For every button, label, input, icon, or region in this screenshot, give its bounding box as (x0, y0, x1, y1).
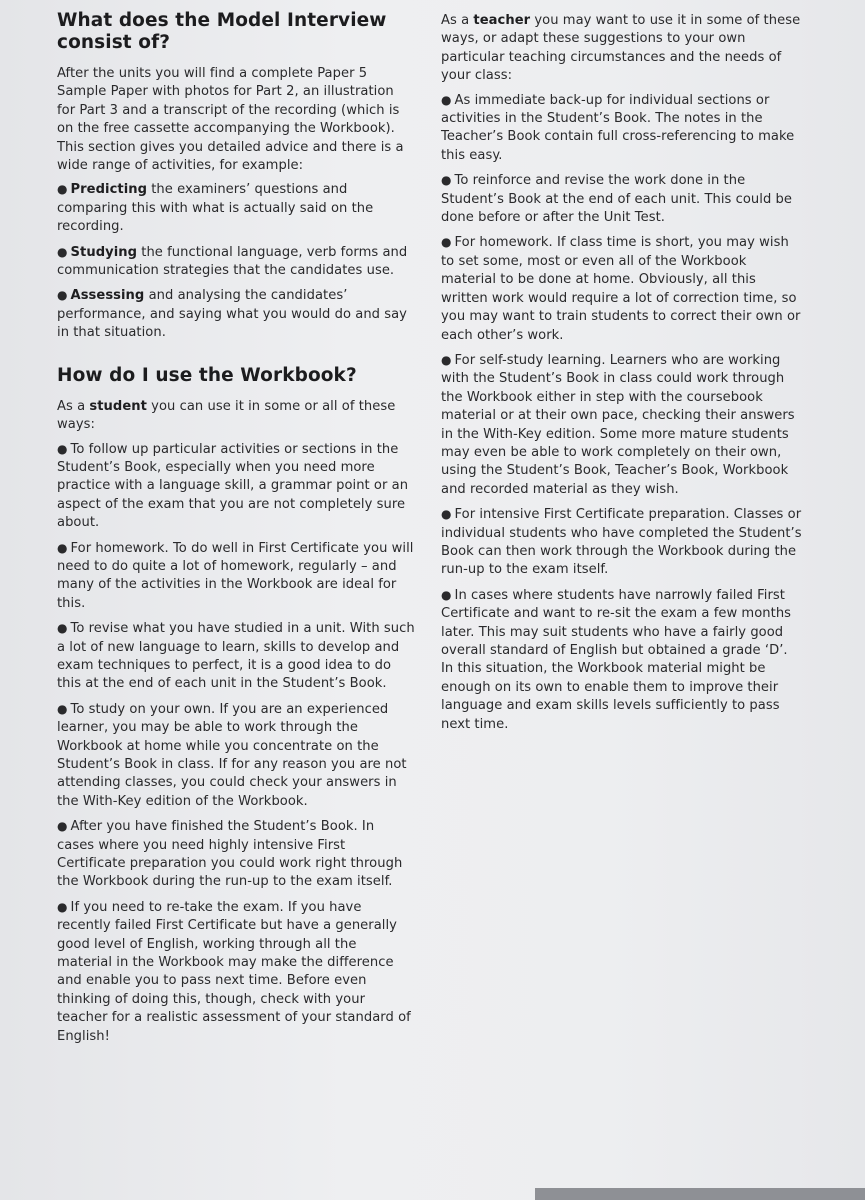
bullet-icon: ● (441, 235, 452, 250)
teacher-uses-list (441, 91, 803, 734)
activity-item (57, 180, 415, 236)
activity-text: the examiners’ questions and comparing this with what is actually said on the recording. (57, 182, 374, 235)
teacher-use-text: To reinforce and revise the work done in the Student’s Book at the end of each unit. This could be done before or after the Unit Test. (441, 173, 793, 226)
student-intro (57, 398, 415, 435)
footer-bar (535, 1188, 865, 1200)
activity-item (57, 286, 415, 342)
bullet-icon: ● (441, 507, 452, 522)
bullet-icon: ● (441, 92, 452, 107)
teacher-intro (441, 12, 803, 86)
right-column (441, 12, 803, 740)
bullet-icon: ● (57, 182, 68, 197)
teacher-intro-post: you may want to use it in some of these ways, or adapt these suggestions to your own particular teaching circumstances and the needs of your class: (441, 13, 801, 84)
teacher-keyword: teacher (473, 13, 531, 28)
bullet-icon: ● (57, 288, 68, 303)
heading-use-workbook: How do I use the Workbook? (57, 364, 357, 386)
teacher-use-item (441, 505, 803, 580)
teacher-intro-pre: As a (441, 13, 474, 28)
activities-list (57, 180, 415, 342)
student-intro-pre: As a (57, 398, 90, 414)
student-use-text: After you have finished the Student’s Book. In cases where you need highly intensive First Certificate preparation you could work right through the Workbook during the run-up to the exam itself. (57, 819, 403, 890)
teacher-use-text: In cases where students have narrowly failed First Certificate and want to re-sit the exam a few months later. This may suit students who have a fairly good overall standard of English but obtained a grade ‘D’. In this situation, the Workbook material might be enough on its own to enable them to improve their language and exam skills levels sufficiently to pass next time. (441, 587, 792, 732)
activity-item (57, 243, 415, 281)
bullet-icon: ● (441, 352, 452, 367)
bullet-icon: ● (441, 587, 452, 602)
student-use-item (57, 700, 415, 811)
student-use-text: If you need to re-take the exam. If you have recently failed First Certificate but have a generally good level of English, working through all the material in the Workbook may make the difference and enable you to pass next time. Before even thinking of doing this, though, check with your teacher for a realistic assessment of your standard of English! (57, 899, 411, 1044)
bullet-icon: ● (57, 819, 68, 834)
left-column (57, 10, 415, 1052)
student-use-text: To study on your own. If you are an experienced learner, you may be able to work through the Workbook at home while you concentrate on the Student’s Book in class. If for any reason you are not attending classes, you could check your answers in the With-Key edition of the Workbook. (57, 701, 407, 809)
student-use-text: For homework. To do well in First Certificate you will need to do quite a lot of homework, regularly – and many of the activities in the Workbook are ideal for this. (57, 540, 414, 611)
activity-keyword: Assessing (70, 288, 145, 304)
teacher-use-item (441, 171, 803, 227)
student-intro-post: you can use it in some or all of these ways: (57, 398, 396, 433)
bullet-icon: ● (441, 173, 452, 188)
activity-text: the functional language, verb forms and communication strategies that the candidates use. (57, 244, 408, 279)
model-interview-intro: After the units you will find a complete Paper 5 Sample Paper with photos for Part 2, an illustration for Part 3 and a transcript of the recording (which is on the free cassette accompanying the Workbook). This section gives you detailed advice and there is a wide range of activities, for example: (57, 66, 404, 174)
teacher-use-item (441, 91, 803, 166)
activity-text: and analysing the candidates’ performance, and saying what you would do and say in that situation. (57, 288, 407, 341)
student-use-text: To follow up particular activities or sections in the Student’s Book, especially when you need more practice with a language skill, a grammar point or an aspect of the exam that you are not completely sure about. (57, 441, 409, 531)
bullet-icon: ● (57, 899, 68, 914)
activity-keyword: Predicting (70, 182, 148, 198)
heading-model-interview: What does the Model Interview consist of? (57, 10, 387, 53)
student-use-item (57, 817, 415, 892)
student-uses-list (57, 440, 415, 1047)
student-use-text: To revise what you have studied in a unit. With such a lot of new language to learn, skills to develop and exam techniques to perfect, it is a good idea to do this at the end of each unit in the Student’s Book. (57, 621, 415, 692)
student-use-item (57, 539, 415, 614)
teacher-use-item (441, 233, 803, 344)
bullet-icon: ● (57, 701, 68, 716)
teacher-use-text: For intensive First Certificate preparation. Classes or individual students who have completed the Student’s Book can then work through the Workbook during the run-up to the exam itself. (441, 507, 802, 578)
teacher-use-text: For homework. If class time is short, you may wish to set some, most or even all of the Workbook material to be done at home. Obviously, all this written work would require a lot of correction time, so you may want to train students to correct their own or each other’s work. (441, 235, 801, 343)
student-keyword: student (89, 398, 147, 414)
bullet-icon: ● (57, 244, 68, 259)
activity-keyword: Studying (70, 244, 138, 260)
student-use-item (57, 440, 415, 533)
student-use-item (57, 619, 415, 694)
student-use-item (57, 898, 415, 1046)
teacher-use-item (441, 351, 803, 499)
teacher-use-item (441, 586, 803, 734)
teacher-use-text: As immediate back-up for individual sections or activities in the Student’s Book. The notes in the Teacher’s Book contain full cross-referencing to make this easy. (441, 92, 795, 163)
bullet-icon: ● (57, 540, 68, 555)
bullet-icon: ● (57, 441, 68, 456)
bullet-icon: ● (57, 621, 68, 636)
teacher-use-text: For self-study learning. Learners who are working with the Student’s Book in class could work through the Workbook either in step with the coursebook material or at their own pace, checking their answers in the With-Key edition. Some more mature students may even be able to work completely on their own, using the Student’s Book, Teacher’s Book, Workbook and recorded material as they wish. (441, 352, 795, 497)
